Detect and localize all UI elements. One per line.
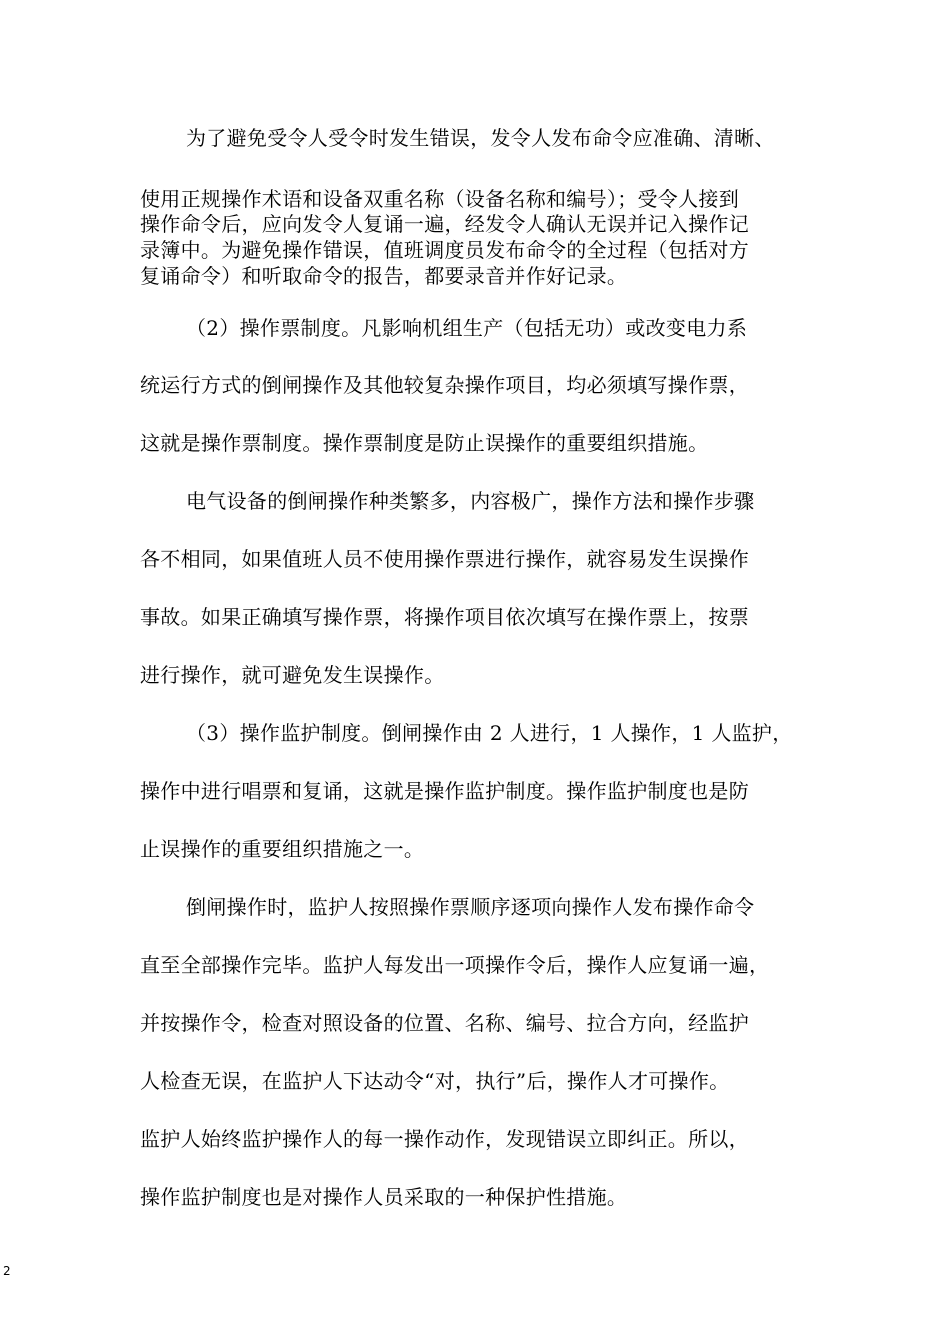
page-number: 2 (3, 1264, 11, 1278)
text-line: 为了避免受令人受令时发生错误，发令人发布命令应准确、清晰、 (186, 126, 775, 150)
text-line: 进行操作，就可避免发生误操作。 (140, 663, 445, 687)
text-line: 各不相同，如果值班人员不使用操作票进行操作，就容易发生误操作 (140, 547, 749, 571)
text-line: 这就是操作票制度。操作票制度是防止误操作的重要组织措施。 (140, 431, 709, 455)
text-line: 电气设备的倒闸操作种类繁多，内容极广，操作方法和操作步骤 (186, 489, 755, 513)
text-line: 统运行方式的倒闸操作及其他较复杂操作项目，均必须填写操作票， (140, 373, 749, 397)
text-line: 操作命令后，应向发令人复诵一遍，经发令人确认无误并记入操作记 (140, 212, 749, 236)
text-line: 并按操作令，检查对照设备的位置、名称、编号、拉合方向，经监护 (140, 1011, 749, 1035)
text-line: 监护人始终监护操作人的每一操作动作，发现错误立即纠正。所以， (140, 1127, 749, 1151)
text-line: 录簿中。为避免操作错误，值班调度员发布命令的全过程（包括对方 (140, 238, 749, 262)
text-line: 直至全部操作完毕。监护人每发出一项操作令后，操作人应复诵一遍， (140, 953, 770, 977)
text-line: 人检查无误，在监护人下达动令“对，执行”后，操作人才可操作。 (140, 1069, 730, 1093)
text-line: 复诵命令）和听取命令的报告，都要录音并作好记录。 (140, 264, 628, 288)
text-line: （2）操作票制度。凡影响机组生产（包括无功）或改变电力系 (186, 316, 748, 340)
text-line: 操作中进行唱票和复诵，这就是操作监护制度。操作监护制度也是防 (140, 779, 749, 803)
text-line: 止误操作的重要组织措施之一。 (140, 837, 425, 861)
text-line: 使用正规操作术语和设备双重名称（设备名称和编号）；受令人接到 (140, 187, 739, 211)
text-line: 操作监护制度也是对操作人员采取的一种保护性措施。 (140, 1185, 628, 1209)
text-line: （3）操作监护制度。倒闸操作由 2 人进行，1 人操作，1 人监护， (186, 721, 793, 745)
text-line: 倒闸操作时，监护人按照操作票顺序逐项向操作人发布操作命令 (186, 895, 755, 919)
text-line: 事故。如果正确填写操作票，将操作项目依次填写在操作票上，按票 (140, 605, 749, 629)
